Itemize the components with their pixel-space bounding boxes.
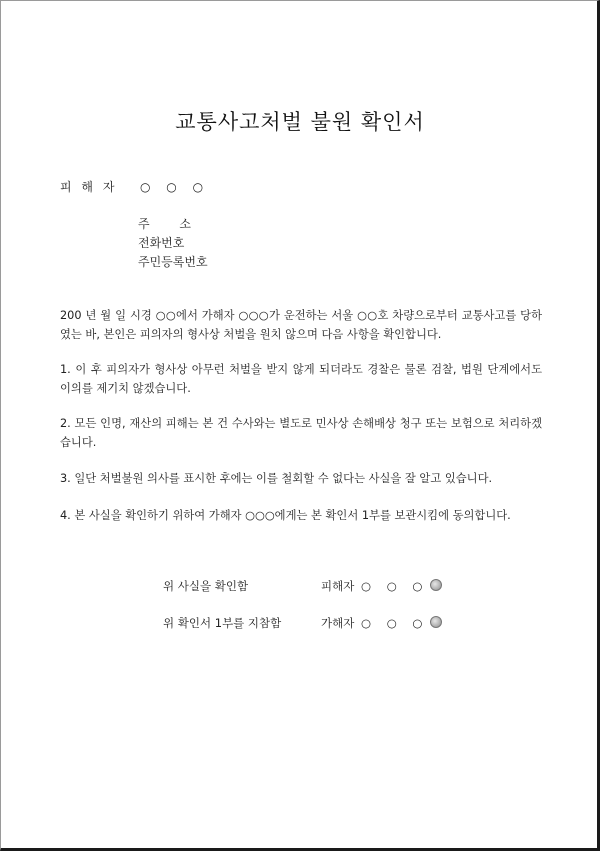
address-field-label: 주 소 — [138, 217, 204, 231]
victim-info-block — [138, 215, 208, 272]
confirmation-text: 위 사실을 확인함 — [163, 579, 249, 593]
clause-2: 2. 모든 인명, 재산의 피해는 본 건 수사와는 별도로 민사상 손해배상 청구 또는 보험으로 처리하겠습니다. — [60, 417, 542, 449]
clause-3: 3. 일단 처벌불원 의사를 표시한 후에는 이를 철회할 수 없다는 사실을 잘 알고 있습니다. — [60, 472, 493, 485]
seal-icon — [430, 616, 442, 628]
victim-confirmation-row — [163, 578, 442, 594]
victim-label: 피 해 자 — [60, 180, 118, 194]
confirmation-name: ○ ○ ○ — [361, 616, 429, 630]
seal-icon — [430, 579, 442, 591]
confirmation-name: ○ ○ ○ — [361, 579, 429, 593]
phone-field-label: 전화번호 — [138, 236, 185, 250]
confirmation-role: 가해자 — [321, 616, 355, 630]
clause-1: 1. 이 후 피의자가 형사상 아무런 처벌을 받지 않게 되더라도 경찰은 물론 검찰, 법원 단계에서도 이의를 제기치 않겠습니다. — [60, 363, 542, 395]
clause-4: 4. 본 사실을 확인하기 위하여 가해자 ○○○에게는 본 확인서 1부를 보관시킴에 동의합니다. — [60, 509, 511, 522]
victim-name: ○ ○ ○ — [140, 180, 210, 194]
victim-row — [60, 178, 209, 195]
document-title: 교통사고처벌 불원 확인서 — [175, 110, 425, 134]
intro-paragraph: 200 년 월 일 시경 ○○에서 가해자 ○○○가 운전하는 서울 ○○호 차량으로부터 교통사고를 당하였는 바, 본인은 피의자의 형사상 처벌을 원치 않으며 다음 사항을 확인합니다. — [60, 309, 542, 341]
confirmation-role: 피해자 — [321, 579, 355, 593]
resident-number-field-label: 주민등록번호 — [138, 255, 208, 269]
offender-confirmation-row — [163, 615, 442, 631]
confirmation-text: 위 확인서 1부를 지참함 — [163, 616, 282, 630]
